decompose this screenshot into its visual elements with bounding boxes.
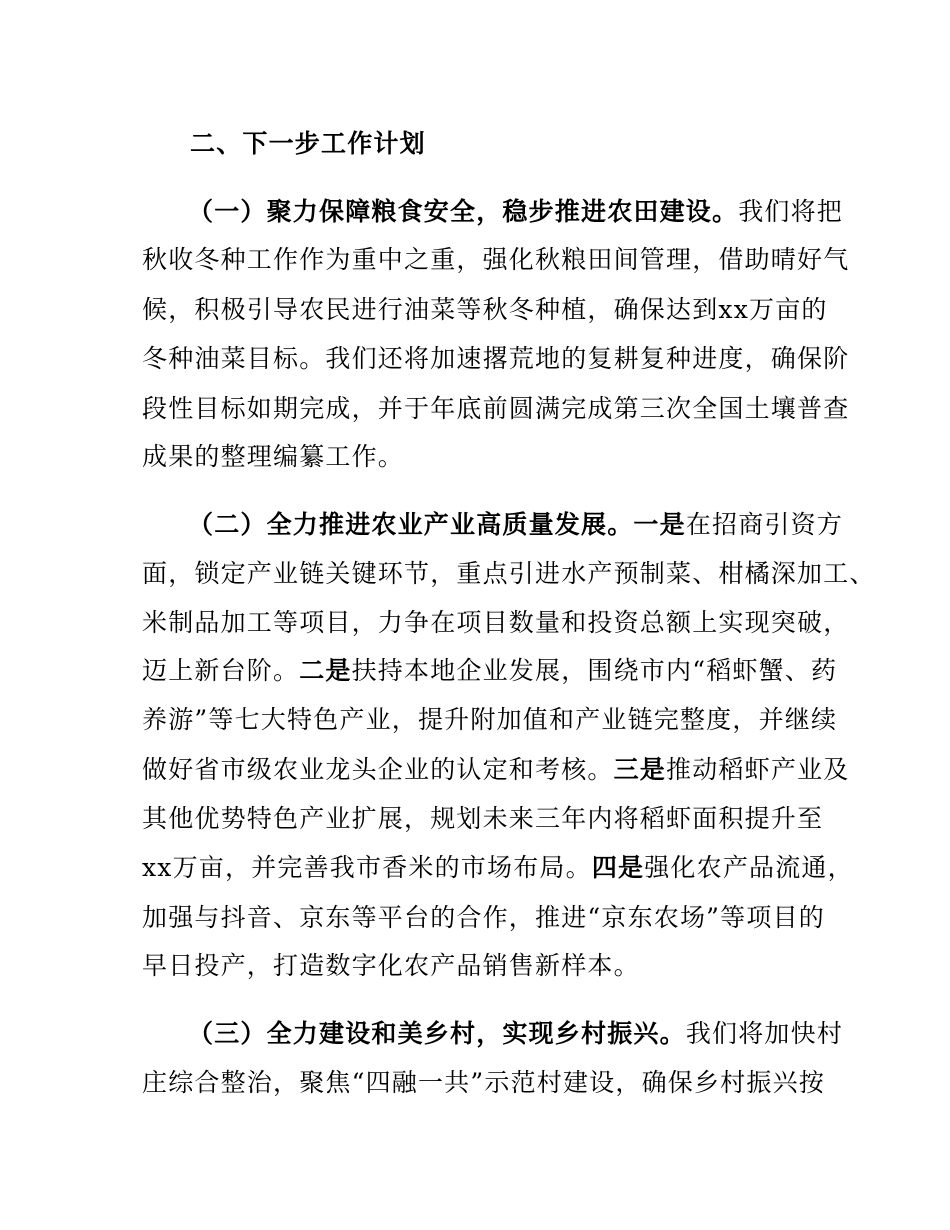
paragraph-text: 迈上新台阶。 [142, 656, 300, 685]
paragraph-title: （三）全力建设和美乡村，实现乡村振兴。 [188, 1019, 686, 1048]
paragraph-line: 其他优势特色产业扩展，规划未来三年内将稻虾面积提升至 [142, 804, 824, 833]
paragraph-line: 冬种油菜目标。我们还将加速撂荒地的复耕复种进度，确保阶 [142, 344, 850, 373]
paragraph-line: 面，锁定产业链关键环节，重点引进水产预制菜、柑橘深加工、 [142, 559, 876, 588]
paragraph-text: 我们将把 [738, 197, 844, 226]
paragraph-line: 成果的整理编纂工作。 [142, 442, 405, 471]
point-marker: 二是 [299, 656, 352, 685]
paragraph-line: 加强与抖音、京东等平台的合作，推进“京东农场”等项目的 [142, 903, 825, 932]
paragraph-line [188, 1018, 843, 1050]
paragraph-text: 扶持本地企业发展，围绕市内“稻虾蟹、药 [351, 656, 838, 685]
paragraph-text: 推动稻虾产业及 [666, 755, 850, 784]
paragraph-line [188, 509, 843, 541]
point-marker: 四是 [591, 853, 645, 882]
paragraph-title: （一）聚力保障粮食安全，稳步推进农田建设。 [188, 197, 739, 226]
paragraph-text: xx万亩，并完善我市香米的市场布局。 [142, 853, 592, 882]
paragraph-line: 候，积极引导农民进行油菜等秋冬种植，确保达到xx万亩的 [142, 295, 828, 324]
paragraph-line: 养游”等七大特色产业，提升附加值和产业链完整度，并继续 [142, 705, 838, 734]
section-heading: 二、下一步工作计划 [190, 129, 426, 158]
paragraph-line [142, 852, 854, 884]
paragraph-line: 段性目标如期完成，并于年底前圆满完成第三次全国土壤普查 [142, 394, 850, 423]
point-marker: 一是 [633, 510, 686, 539]
point-marker: 三是 [613, 755, 667, 784]
paragraph-line [188, 196, 843, 228]
paragraph-line [142, 754, 849, 786]
paragraph-line: 米制品加工等项目，力争在项目数量和投资总额上实现突破， [142, 608, 850, 637]
paragraph-line: 秋收冬种工作作为重中之重，强化秋粮田间管理，借助晴好气 [142, 245, 850, 274]
paragraph-text: 我们将加快村 [685, 1019, 844, 1048]
paragraph-line: 庄综合整治，聚焦“四融一共”示范村建设，确保乡村振兴按 [142, 1068, 825, 1097]
paragraph-text: 在招商引资方 [685, 510, 844, 539]
paragraph-text: 做好省市级农业龙头企业的认定和考核。 [142, 755, 614, 784]
paragraph-line: 早日投产，打造数字化农产品销售新样本。 [142, 951, 640, 980]
paragraph-title: （二）全力推进农业产业高质量发展。 [188, 510, 634, 539]
paragraph-line [142, 655, 837, 687]
paragraph-text: 强化农产品流通， [644, 853, 854, 882]
